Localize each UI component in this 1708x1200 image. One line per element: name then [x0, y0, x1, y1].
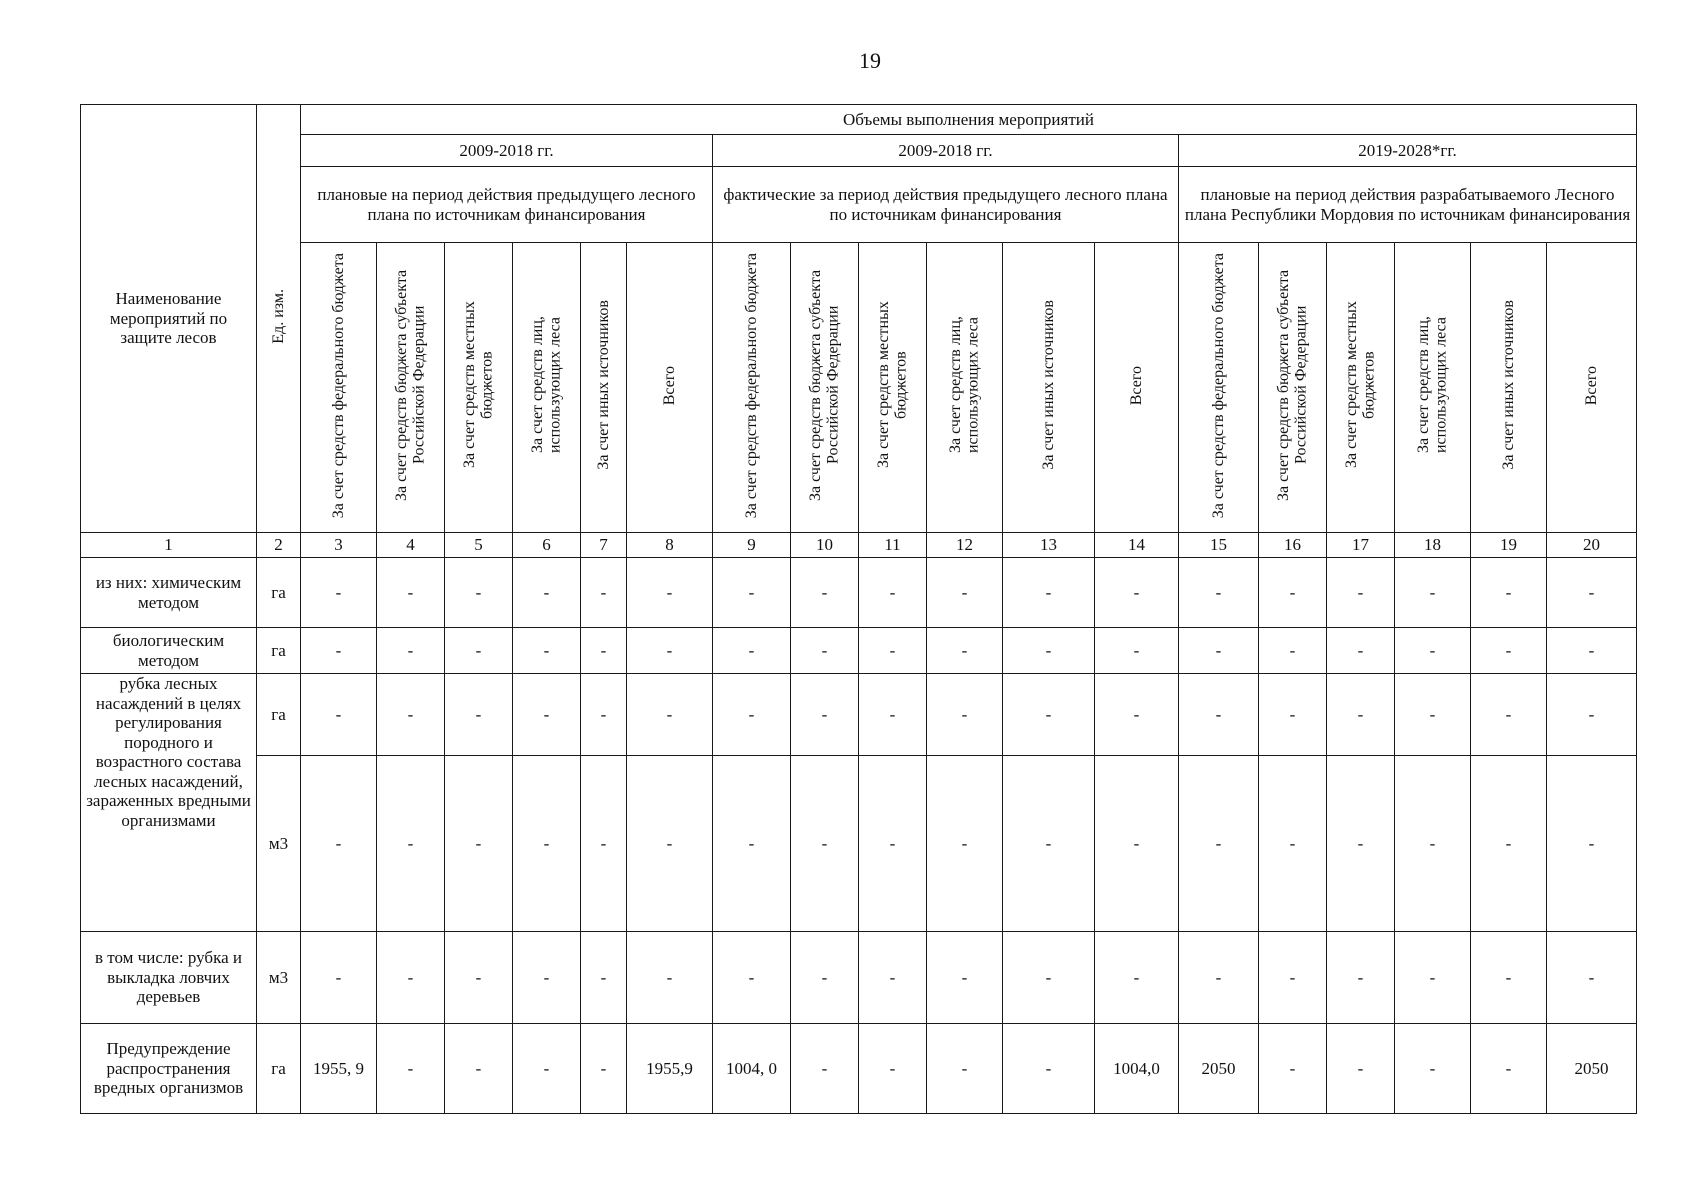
cell-value: - [1259, 932, 1327, 1024]
column-number: 19 [1471, 533, 1547, 558]
cell-value: - [445, 1024, 513, 1114]
table-row [81, 628, 1637, 674]
cell-value: - [791, 674, 859, 756]
header-row-volumes [81, 105, 1637, 135]
cell-value: - [1179, 674, 1259, 756]
source-header: За счет средств местных бюджетов [445, 243, 513, 533]
cell-value: - [445, 558, 513, 628]
header-row-groups [81, 167, 1637, 243]
cell-value: - [927, 558, 1003, 628]
cell-value: - [1547, 756, 1637, 932]
cell-value: - [301, 674, 377, 756]
cell-value: - [1471, 756, 1547, 932]
cell-value: - [713, 674, 791, 756]
column-number: 13 [1003, 533, 1095, 558]
cell-value: - [1471, 932, 1547, 1024]
cell-value: - [627, 628, 713, 674]
cell-value: - [1547, 932, 1637, 1024]
cell-value: 1955, 9 [301, 1024, 377, 1114]
source-header: За счет средств лиц, использующих леса [927, 243, 1003, 533]
cell-value: - [445, 674, 513, 756]
cell-value: - [445, 932, 513, 1024]
cell-value: 2050 [1179, 1024, 1259, 1114]
column-number: 14 [1095, 533, 1179, 558]
cell-value: - [581, 674, 627, 756]
table-row [81, 756, 1637, 932]
source-header: За счет средств федерального бюджета [1179, 243, 1259, 533]
cell-value: - [1327, 1024, 1395, 1114]
cell-value: - [377, 932, 445, 1024]
cell-value: - [1395, 1024, 1471, 1114]
cell-value: - [1327, 628, 1395, 674]
row-name: в том числе: рубка и выкладка ловчих деревьев [81, 932, 257, 1024]
column-number: 2 [257, 533, 301, 558]
col-header-name: Наименование мероприятий по защите лесов [81, 105, 257, 533]
source-header: За счет иных источников [1003, 243, 1095, 533]
cell-value: - [445, 628, 513, 674]
cell-value: - [1547, 674, 1637, 756]
source-header: За счет средств местных бюджетов [1327, 243, 1395, 533]
cell-value: - [1471, 1024, 1547, 1114]
cell-value: 2050 [1547, 1024, 1637, 1114]
cell-value: - [1471, 558, 1547, 628]
source-header: За счет средств бюджета субъекта Российской Федерации [1259, 243, 1327, 533]
cell-value: - [513, 1024, 581, 1114]
cell-value: 1004, 0 [713, 1024, 791, 1114]
cell-value: - [377, 1024, 445, 1114]
source-header: За счет средств лиц, использующих леса [1395, 243, 1471, 533]
table-row [81, 558, 1637, 628]
cell-value: - [927, 932, 1003, 1024]
page-number: 19 [859, 48, 881, 73]
cell-value: - [927, 628, 1003, 674]
column-number: 5 [445, 533, 513, 558]
cell-value: - [1259, 1024, 1327, 1114]
header-period-2: 2009-2018 гг. [713, 135, 1179, 167]
cell-value: - [1095, 674, 1179, 756]
cell-value: - [301, 628, 377, 674]
col-header-unit [257, 105, 301, 533]
cell-value: - [581, 932, 627, 1024]
row-name: Предупреждение распространения вредных организмов [81, 1024, 257, 1114]
source-header: Всего [627, 243, 713, 533]
column-number: 17 [1327, 533, 1395, 558]
column-number: 9 [713, 533, 791, 558]
source-header: За счет средств местных бюджетов [859, 243, 927, 533]
header-row-periods [81, 135, 1637, 167]
cell-value: - [513, 674, 581, 756]
cell-value: - [581, 558, 627, 628]
row-unit: м3 [257, 756, 301, 932]
cell-value: - [513, 558, 581, 628]
cell-value: - [513, 756, 581, 932]
cell-value: - [1095, 558, 1179, 628]
cell-value: - [713, 756, 791, 932]
source-header: Всего [1095, 243, 1179, 533]
cell-value: - [627, 558, 713, 628]
cell-value: 1955,9 [627, 1024, 713, 1114]
table-row [81, 1024, 1637, 1114]
cell-value: - [791, 628, 859, 674]
cell-value: - [627, 756, 713, 932]
column-number: 3 [301, 533, 377, 558]
cell-value: - [377, 558, 445, 628]
column-number: 1 [81, 533, 257, 558]
cell-value: - [713, 932, 791, 1024]
cell-value: - [1095, 932, 1179, 1024]
row-name: из них: химическим методом [81, 558, 257, 628]
cell-value: - [1259, 674, 1327, 756]
column-number: 18 [1395, 533, 1471, 558]
header-volumes: Объемы выполнения мероприятий [301, 105, 1637, 135]
column-number: 8 [627, 533, 713, 558]
cell-value: - [1395, 628, 1471, 674]
cell-value: - [1395, 674, 1471, 756]
header-period-1: 2009-2018 гг. [301, 135, 713, 167]
cell-value: - [1179, 628, 1259, 674]
cell-value: - [377, 628, 445, 674]
column-number: 16 [1259, 533, 1327, 558]
cell-value: - [1095, 628, 1179, 674]
col-header-unit-label: Ед. изм. [269, 288, 287, 344]
cell-value: - [1327, 756, 1395, 932]
cell-value: - [859, 1024, 927, 1114]
cell-value: - [1003, 756, 1095, 932]
source-header: За счет средств лиц, использующих леса [513, 243, 581, 533]
cell-value: - [1471, 628, 1547, 674]
forest-protection-table [80, 104, 1637, 1114]
cell-value: - [1179, 756, 1259, 932]
cell-value: - [581, 1024, 627, 1114]
source-header: За счет средств федерального бюджета [301, 243, 377, 533]
table-row [81, 932, 1637, 1024]
cell-value: - [791, 932, 859, 1024]
header-group-actual-prev: фактические за период действия предыдущего лесного плана по источникам финансирования [713, 167, 1179, 243]
cell-value: - [1003, 674, 1095, 756]
cell-value: - [301, 932, 377, 1024]
cell-value: - [1259, 628, 1327, 674]
header-group-planned-prev: плановые на период действия предыдущего лесного плана по источникам финансирования [301, 167, 713, 243]
row-unit: га [257, 1024, 301, 1114]
cell-value: - [513, 932, 581, 1024]
row-name: биологическим методом [81, 628, 257, 674]
cell-value: - [1395, 932, 1471, 1024]
header-group-planned-new: плановые на период действия разрабатываемого Лесного плана Республики Мордовия по источникам финансирования [1179, 167, 1637, 243]
cell-value: - [713, 558, 791, 628]
cell-value: - [1003, 932, 1095, 1024]
cell-value: - [927, 756, 1003, 932]
row-unit: га [257, 674, 301, 756]
cell-value: - [927, 674, 1003, 756]
source-header: За счет средств бюджета субъекта Российской Федерации [791, 243, 859, 533]
cell-value: - [513, 628, 581, 674]
cell-value: - [377, 756, 445, 932]
column-number: 6 [513, 533, 581, 558]
row-unit: м3 [257, 932, 301, 1024]
cell-value: - [377, 674, 445, 756]
cell-value: - [1327, 932, 1395, 1024]
cell-value: - [927, 1024, 1003, 1114]
column-number: 4 [377, 533, 445, 558]
cell-value: - [581, 628, 627, 674]
source-header: За счет иных источников [1471, 243, 1547, 533]
column-number: 10 [791, 533, 859, 558]
cell-value: - [859, 756, 927, 932]
cell-value: - [1327, 674, 1395, 756]
cell-value: - [1003, 1024, 1095, 1114]
cell-value: - [1003, 558, 1095, 628]
row-name: рубка лесных насаждений в целях регулирования породного и возрастного состава лесных насаждений, зараженных вредными организмами [81, 674, 257, 932]
row-unit: га [257, 628, 301, 674]
cell-value: - [1327, 558, 1395, 628]
column-numbers-row [81, 533, 1637, 558]
cell-value: - [791, 756, 859, 932]
cell-value: - [859, 932, 927, 1024]
source-header: Всего [1547, 243, 1637, 533]
row-unit: га [257, 558, 301, 628]
cell-value: - [1179, 558, 1259, 628]
table-row [81, 674, 1637, 756]
column-number: 11 [859, 533, 927, 558]
cell-value: - [859, 558, 927, 628]
cell-value: - [301, 558, 377, 628]
cell-value: - [1395, 756, 1471, 932]
column-number: 15 [1179, 533, 1259, 558]
source-header: За счет иных источников [581, 243, 627, 533]
source-header: За счет средств бюджета субъекта Российской Федерации [377, 243, 445, 533]
cell-value: - [1259, 558, 1327, 628]
source-header: За счет средств федерального бюджета [713, 243, 791, 533]
cell-value: - [1259, 756, 1327, 932]
cell-value: - [1395, 558, 1471, 628]
cell-value: - [859, 628, 927, 674]
cell-value: 1004,0 [1095, 1024, 1179, 1114]
cell-value: - [627, 932, 713, 1024]
cell-value: - [1095, 756, 1179, 932]
cell-value: - [1179, 932, 1259, 1024]
cell-value: - [301, 756, 377, 932]
column-number: 20 [1547, 533, 1637, 558]
cell-value: - [1547, 628, 1637, 674]
cell-value: - [445, 756, 513, 932]
cell-value: - [1003, 628, 1095, 674]
cell-value: - [713, 628, 791, 674]
cell-value: - [1471, 674, 1547, 756]
cell-value: - [791, 1024, 859, 1114]
cell-value: - [859, 674, 927, 756]
cell-value: - [627, 674, 713, 756]
column-number: 7 [581, 533, 627, 558]
cell-value: - [791, 558, 859, 628]
column-number: 12 [927, 533, 1003, 558]
cell-value: - [581, 756, 627, 932]
header-period-3: 2019-2028*гг. [1179, 135, 1637, 167]
header-row-sources [81, 243, 1637, 533]
cell-value: - [1547, 558, 1637, 628]
